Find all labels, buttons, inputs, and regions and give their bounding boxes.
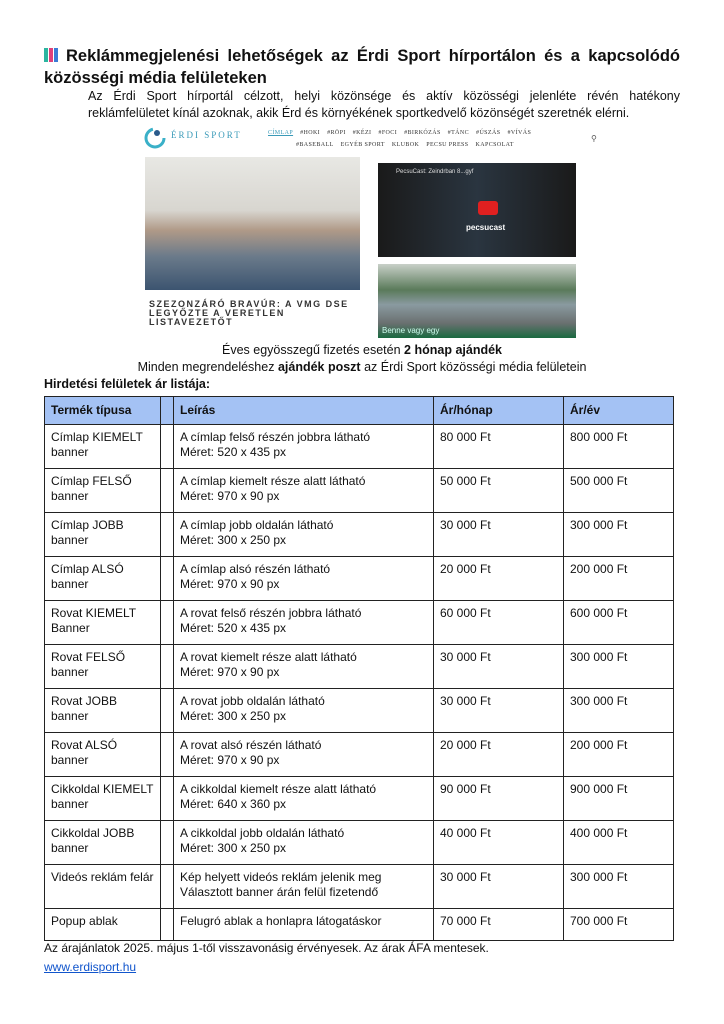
price-year: 800 000 Ft — [564, 425, 674, 469]
nav-item[interactable]: #RÖPI — [327, 130, 346, 136]
price-year: 400 000 Ft — [564, 821, 674, 865]
table-row — [45, 557, 674, 601]
price-month: 20 000 Ft — [434, 557, 564, 601]
price-month: 30 000 Ft — [434, 513, 564, 557]
intro-line-2: reklámfelületet kínál azoknak, akik Érd és környékének sportkedvelő közönségét szeretnék elérni. — [88, 106, 630, 120]
table-header: Termék típusa Leírás Ár/hónap Ár/év — [45, 397, 674, 425]
table-row — [45, 601, 674, 645]
chart-icon — [44, 48, 58, 62]
product-type: Címlap FELSŐ banner — [45, 469, 161, 513]
description: A címlap alsó részén látható Méret: 970 x 90 px — [174, 557, 434, 601]
gift-line: Minden megrendeléshez ajándék poszt az Érdi Sport közösségi média felületein — [137, 360, 587, 374]
car-ad-image: Benne vagy egy — [378, 264, 576, 338]
description: A rovat kiemelt része alatt látható Méret: 970 x 90 px — [174, 645, 434, 689]
product-type: Rovat JOBB banner — [45, 689, 161, 733]
nav-item[interactable]: #HOKI — [300, 130, 321, 136]
description: A rovat alsó részén látható Méret: 970 x 90 px — [174, 733, 434, 777]
nav-item[interactable]: #BIRKÓZÁS — [404, 130, 441, 136]
footer-note: Az árajánlatok 2025. május 1-től visszavonásig érvényesek. Az árak ÁFA mentesek. — [44, 941, 489, 955]
description: A cikkoldal kiemelt része alatt látható Méret: 640 x 360 px — [174, 777, 434, 821]
product-type: Cikkoldal JOBB banner — [45, 821, 161, 865]
price-year: 900 000 Ft — [564, 777, 674, 821]
nav-item[interactable]: KAPCSOLAT — [475, 142, 514, 148]
price-year: 200 000 Ft — [564, 557, 674, 601]
logo-icon — [143, 126, 167, 150]
description: A rovat felső részén jobbra látható Méret: 520 x 435 px — [174, 601, 434, 645]
price-year: 600 000 Ft — [564, 601, 674, 645]
price-year: 300 000 Ft — [564, 645, 674, 689]
product-type: Címlap JOBB banner — [45, 513, 161, 557]
product-type: Címlap KIEMELT banner — [45, 425, 161, 469]
nav-item[interactable]: #BASEBALL — [296, 142, 334, 148]
table-row — [45, 689, 674, 733]
price-month: 80 000 Ft — [434, 425, 564, 469]
table-row — [45, 645, 674, 689]
nav-item[interactable]: EGYÉB SPORT — [340, 142, 385, 148]
product-type: Rovat KIEMELT Banner — [45, 601, 161, 645]
price-month: 30 000 Ft — [434, 645, 564, 689]
nav-item[interactable]: CÍMLAP — [268, 130, 294, 136]
list-title: Hirdetési felületek ár listája: — [44, 377, 211, 391]
nav-item[interactable]: PECSU PRESS — [426, 142, 469, 148]
nav-item[interactable]: KLUBOK — [391, 142, 420, 148]
table-row — [45, 469, 674, 513]
article-headline: SZEZONZÁRÓ BRAVÚR: A VMG DSE LEGYŐZTE A VERETLEN LISTAVEZETŐT — [145, 290, 360, 338]
price-month: 90 000 Ft — [434, 777, 564, 821]
product-type: Rovat FELSŐ banner — [45, 645, 161, 689]
nav-item[interactable]: #ÚSZÁS — [476, 130, 501, 136]
table-row — [45, 733, 674, 777]
product-type: Cikkoldal KIEMELT banner — [45, 777, 161, 821]
intro-line-1: Az Érdi Sport hírportál célzott, helyi közönsége és aktív közösségi jelenléte révén hatékony — [88, 89, 680, 103]
nav-item[interactable]: #KÉZI — [352, 130, 372, 136]
product-type: Rovat ALSÓ banner — [45, 733, 161, 777]
price-year: 300 000 Ft — [564, 689, 674, 733]
video-thumbnail: PecsuCast: Zeindrban 8...gyf pecsucast — [378, 163, 576, 257]
table-row — [45, 821, 674, 865]
table-row — [45, 513, 674, 557]
play-icon — [478, 201, 498, 215]
table-row — [45, 425, 674, 469]
team-photo — [145, 157, 360, 290]
table-row — [45, 777, 674, 821]
product-type: Videós reklám felár — [45, 865, 161, 909]
description: A cikkoldal jobb oldalán látható Méret: 300 x 250 px — [174, 821, 434, 865]
description: A címlap jobb oldalán látható Méret: 300 x 250 px — [174, 513, 434, 557]
nav-item[interactable]: #TÁNC — [447, 130, 470, 136]
price-month: 30 000 Ft — [434, 865, 564, 909]
table-row — [45, 909, 674, 941]
price-month: 60 000 Ft — [434, 601, 564, 645]
table-row — [45, 865, 674, 909]
price-year: 700 000 Ft — [564, 909, 674, 941]
price-month: 70 000 Ft — [434, 909, 564, 941]
nav-item[interactable]: #VÍVÁS — [507, 130, 532, 136]
product-type: Popup ablak — [45, 909, 161, 941]
site-logo: ÉRDI SPORT — [143, 126, 253, 150]
description: Kép helyett videós reklám jelenik meg Választott banner árán felül fizetendő — [174, 865, 434, 909]
site-nav — [268, 127, 568, 151]
description: A címlap felső részén jobbra látható Méret: 520 x 435 px — [174, 425, 434, 469]
price-year: 200 000 Ft — [564, 733, 674, 777]
description: A címlap kiemelt része alatt látható Méret: 970 x 90 px — [174, 469, 434, 513]
nav-item[interactable]: #FOCI — [378, 130, 398, 136]
price-year: 300 000 Ft — [564, 513, 674, 557]
price-table — [44, 396, 674, 941]
price-year: 500 000 Ft — [564, 469, 674, 513]
offer-line: Éves egyösszegű fizetés esetén 2 hónap ajándék — [221, 343, 502, 357]
price-month: 50 000 Ft — [434, 469, 564, 513]
description: Felugró ablak a honlapra látogatáskor — [174, 909, 434, 941]
page-title: Reklámmegjelenési lehetőségek az Érdi Sport hírportálon és a kapcsolódó közösségi média felületeken — [44, 47, 680, 87]
price-month: 20 000 Ft — [434, 733, 564, 777]
description: A rovat jobb oldalán látható Méret: 300 x 250 px — [174, 689, 434, 733]
price-month: 30 000 Ft — [434, 689, 564, 733]
product-type: Címlap ALSÓ banner — [45, 557, 161, 601]
price-month: 40 000 Ft — [434, 821, 564, 865]
price-year: 300 000 Ft — [564, 865, 674, 909]
website-link[interactable]: www.erdisport.hu — [44, 960, 137, 974]
search-icon: ⚲ — [591, 134, 597, 143]
